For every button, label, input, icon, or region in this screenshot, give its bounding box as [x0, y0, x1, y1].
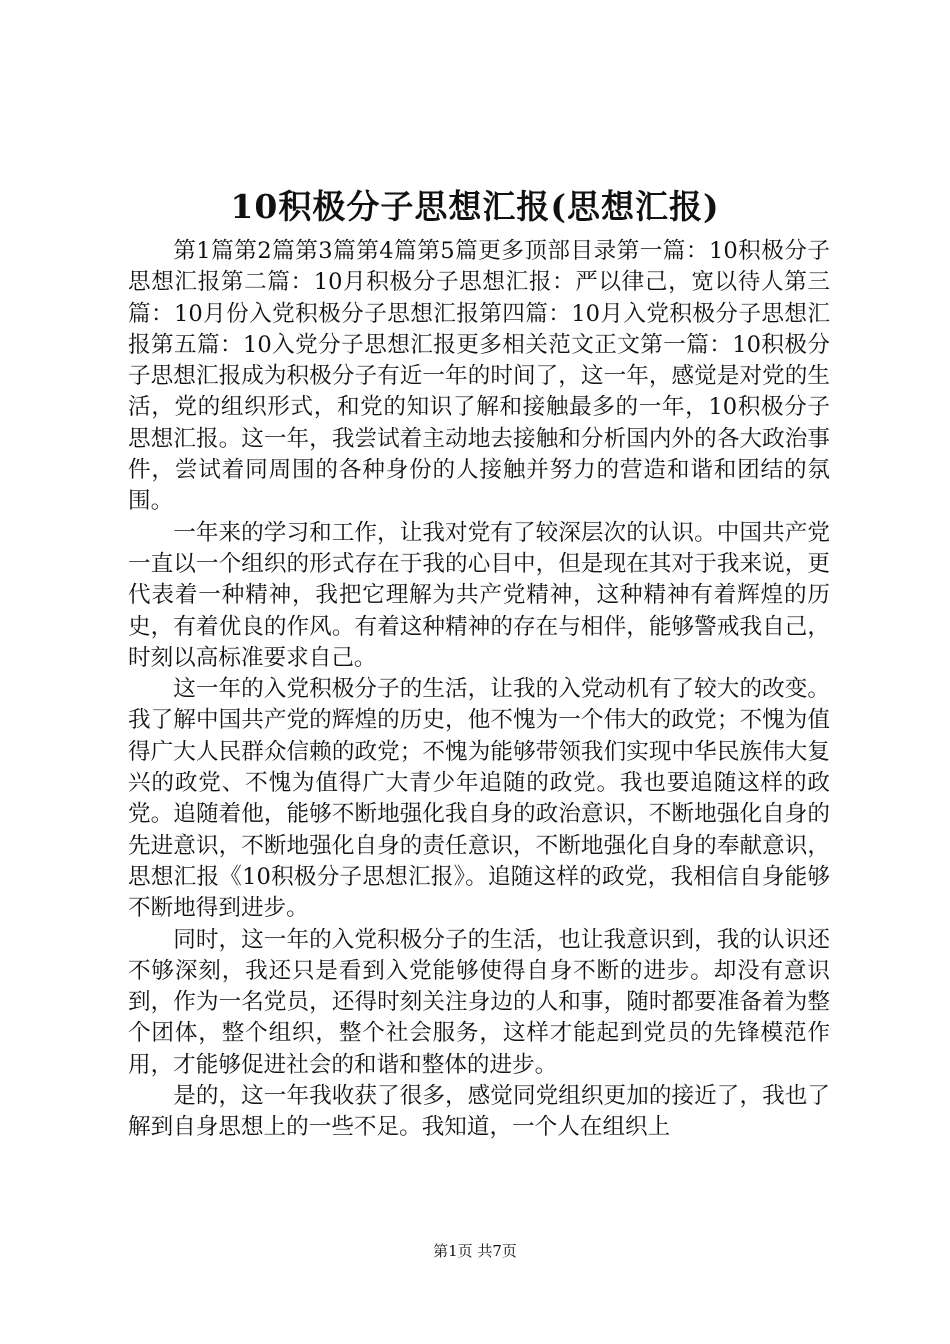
paragraph-5: 是的，这一年我收获了很多，感觉同党组织更加的接近了，我也了解到自身思想上的一些不足。我知道，一个人在组织上: [128, 1083, 830, 1141]
paragraph-1: 第1篇第2篇第3篇第4篇第5篇更多顶部目录第一篇：10积极分子思想汇报第二篇：10月积极分子思想汇报：严以律己，宽以待人第三篇：10月份入党积极分子思想汇报第四篇：10月入党积极分子思想汇报第五篇：10入党分子思想汇报更多相关范文正文第一篇：10积极分子思想汇报成为积极分子有近一年的时间了，这一年，感觉是对党的生活，党的组织形式，和党的知识了解和接触最多的一年，10积极分子思想汇报。这一年，我尝试着主动地去接触和分析国内外的各大政治事件，尝试着同周围的各种身份的人接触并努力的营造和谐和团结的氛围。: [128, 238, 830, 515]
paragraph-2: 一年来的学习和工作，让我对党有了较深层次的认识。中国共产党一直以一个组织的形式存在于我的心目中，但是现在其对于我来说，更代表着一种精神，我把它理解为共产党精神，这种精神有着辉煌的历史，有着优良的作风。有着这种精神的存在与相伴，能够警戒我自己，时刻以高标准要求自己。: [128, 519, 830, 671]
document-title: 10积极分子思想汇报(思想汇报): [230, 187, 720, 226]
page-number-footer: 第1页 共7页: [433, 1242, 517, 1260]
paragraph-4: 同时，这一年的入党积极分子的生活，也让我意识到，我的认识还不够深刻，我还只是看到入党能够使得自身不断的进步。却没有意识到，作为一名党员，还得时刻关注身边的人和事，随时都要准备着为整个团体，整个组织，整个社会服务，这样才能起到党员的先锋模范作用，才能够促进社会的和谐和整体的进步。: [128, 926, 830, 1078]
paragraph-3: 这一年的入党积极分子的生活，让我的入党动机有了较大的改变。我了解中国共产党的辉煌的历史，他不愧为一个伟大的政党；不愧为值得广大人民群众信赖的政党；不愧为能够带领我们实现中华民族伟大复兴的政党、不愧为值得广大青少年追随的政党。我也要追随这样的政党。追随着他，能够不断地强化我自身的政治意识，不断地强化自身的先进意识，不断地强化自身的责任意识，不断地强化自身的奉献意识，思想汇报《10积极分子思想汇报》。追随这样的政党，我相信自身能够不断地得到进步。: [128, 676, 830, 922]
document-body: [128, 236, 830, 1144]
